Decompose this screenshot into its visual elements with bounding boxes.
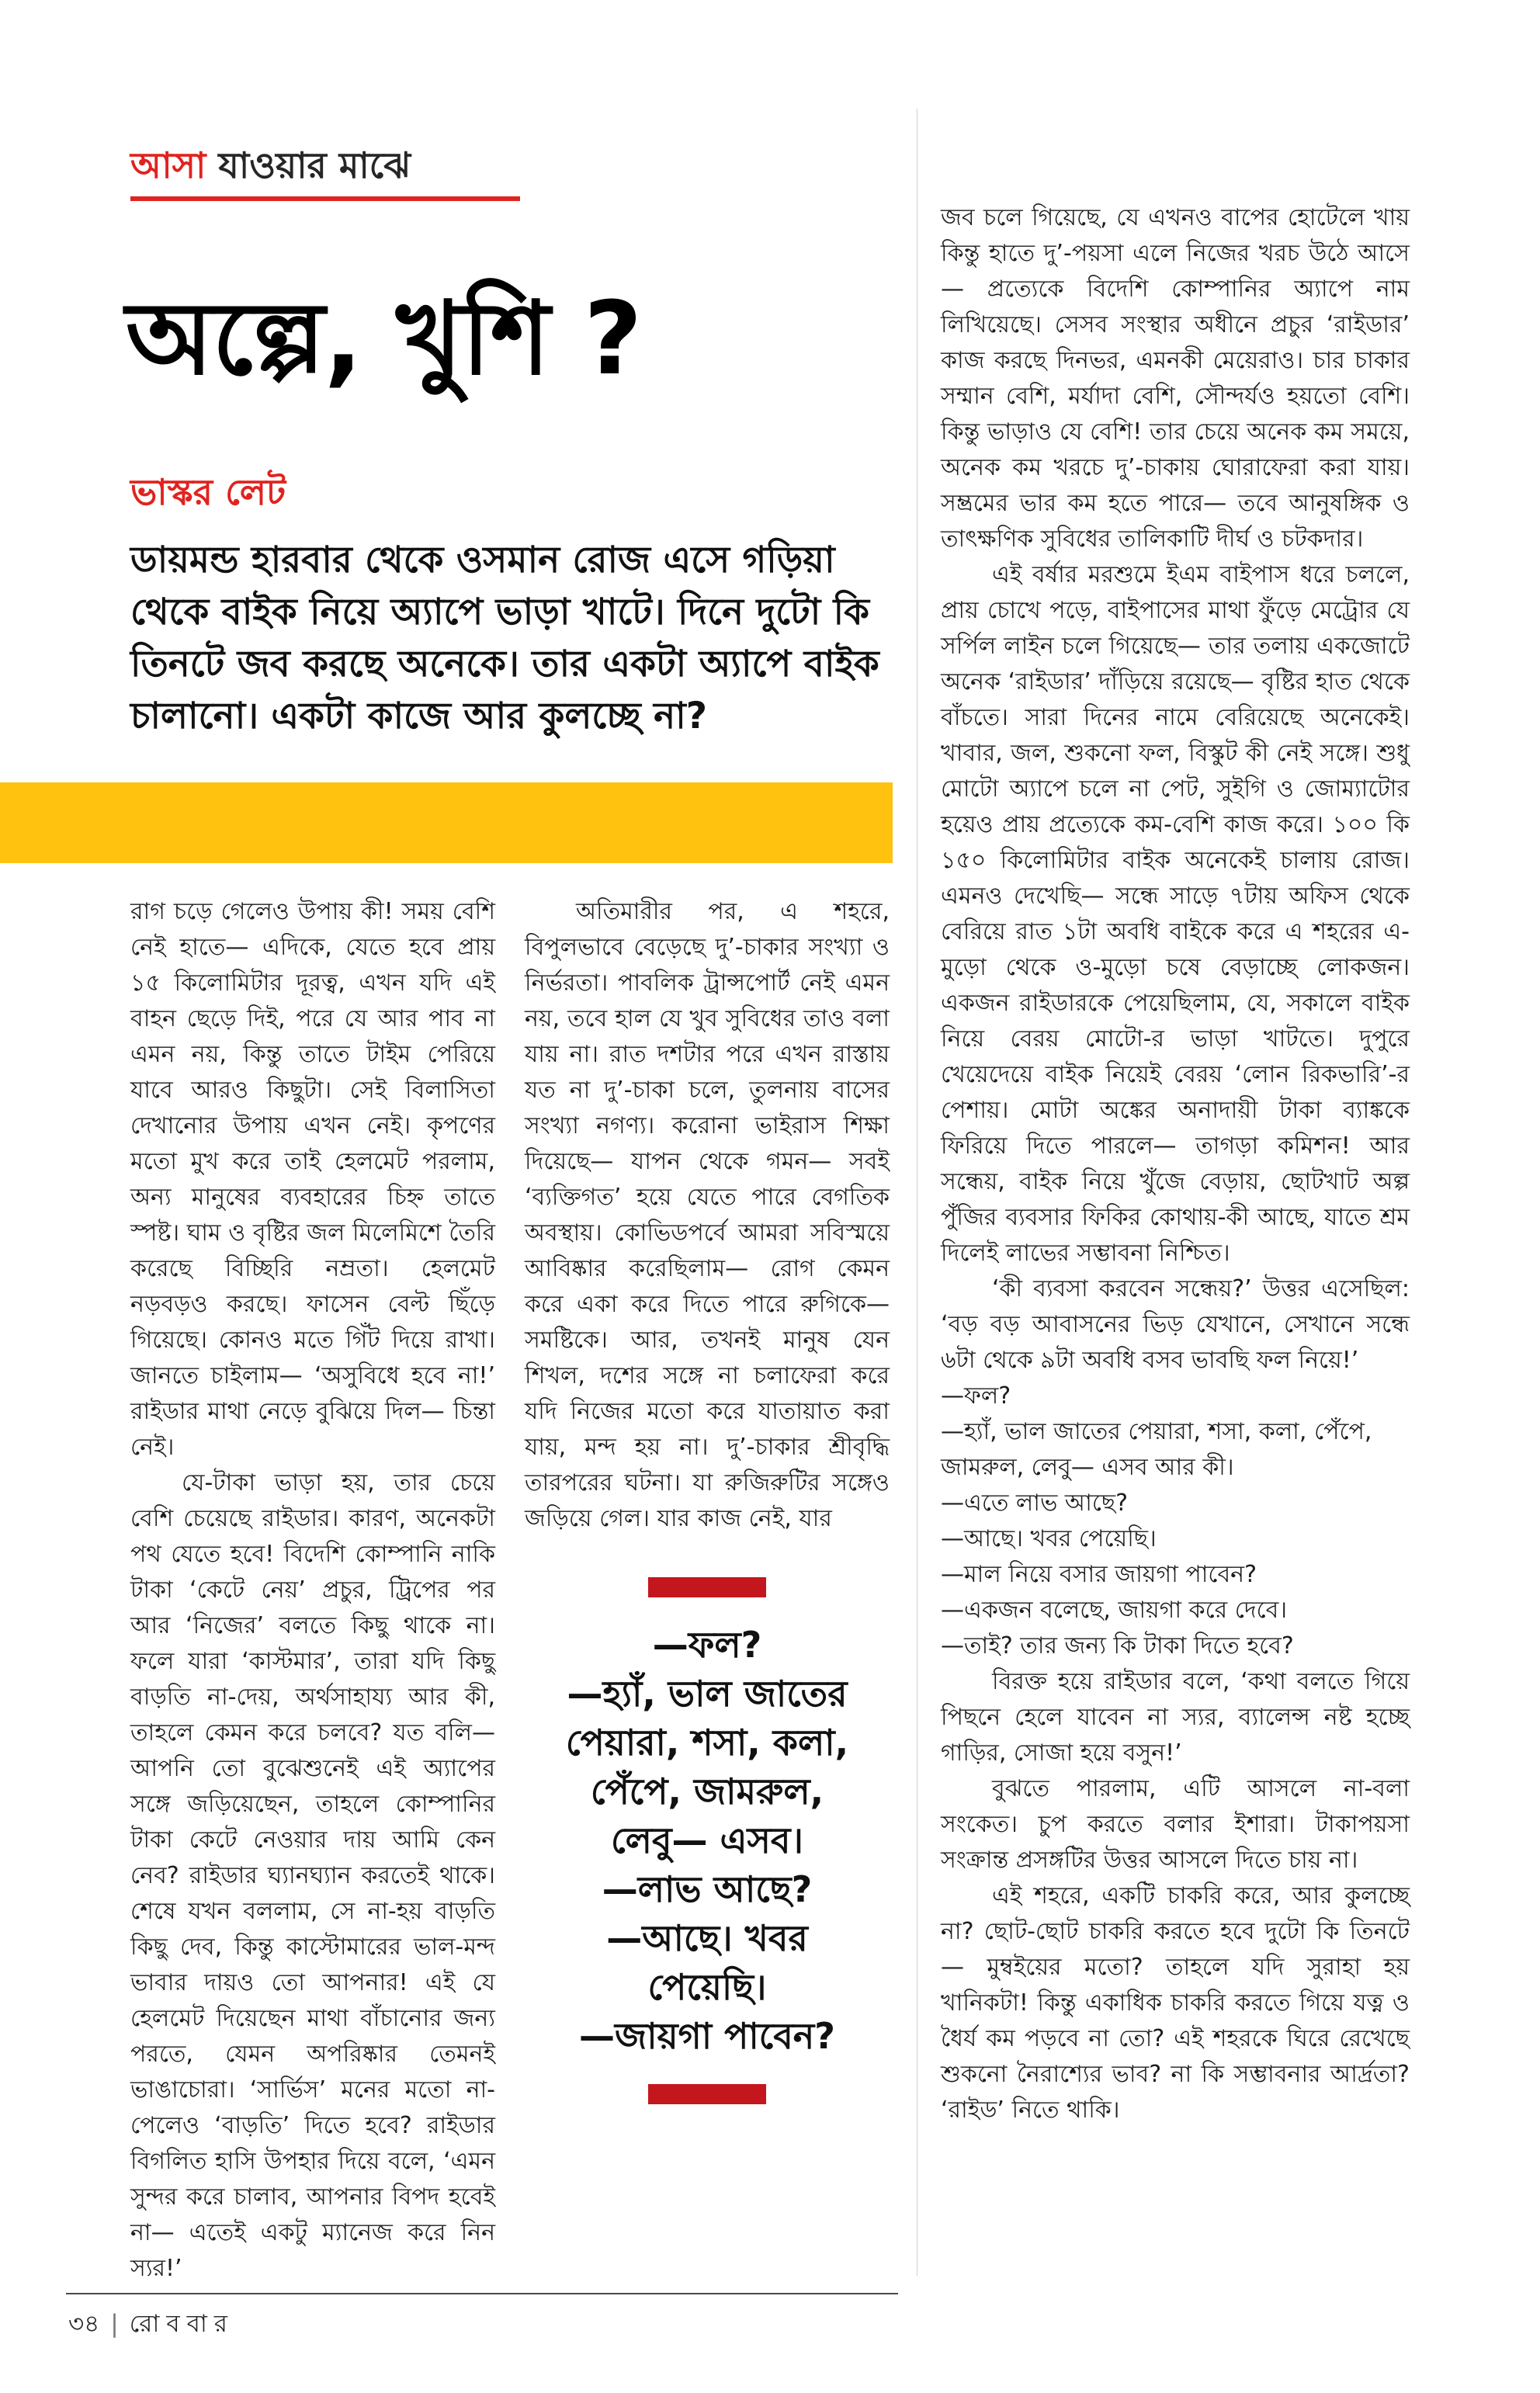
section-masthead — [130, 144, 520, 201]
pullquote-box — [525, 1577, 890, 2104]
body-paragraph: রাগ চড়ে গেলেও উপায় কী! সময় বেশি নেই হাতে— এদিকে, যেতে হবে প্রায় ১৫ কিলোমিটার দূরত্ব, এখন যদি এই বাহন ছেড়ে দিই, পরে যে আর পাব না এমন নয়, কিন্তু তাতে টাইম পেরিয়ে যাবে আরও কিছুটা। সেই বিলাসিতা দেখানোর উপায় এখন নেই। কৃপণের মতো মুখ করে তাই হেলমেট পরলাম, অন্য মানুষের ব্যবহারের চিহ্ন তাতে স্পষ্ট। ঘাম ও বৃষ্টির জল মিলেমিশে তৈরি করেছে বিচ্ছিরি নম্রতা। হেলমেট নড়বড়ও করছে। ফাসেন বেল্ট ছিঁড়ে গিয়েছে। কোনও মতে গিঁট দিয়ে রাখা। জানতে চাইলাম— ‘অসুবিধে হবে না!’ রাইডার মাথা নেড়ে বুঝিয়ে দিল— চিন্তা নেই। — [130, 898, 495, 1461]
footer-separator: | — [110, 2310, 119, 2338]
dialogue-line: —ফল? — [941, 1382, 1011, 1410]
pullquote-line: পেয়েছি। — [647, 1966, 767, 2008]
dialogue-line: —তাই? তার জন্য কি টাকা দিতে হবে? — [941, 1632, 1294, 1659]
section-underline-rule — [130, 196, 520, 201]
dialogue-line: —মাল নিয়ে বসার জায়গা পাবেন? — [941, 1561, 1257, 1588]
footer-rule — [66, 2293, 898, 2294]
pullquote-line: —আছে। খবর — [606, 1917, 808, 1959]
pullquote-line: —ফল? — [652, 1624, 762, 1666]
body-column-2 — [525, 894, 890, 2104]
article-headline: অল্পে, খুশি ? — [126, 279, 642, 397]
pullquote-top-bar — [648, 1577, 766, 1597]
column-3-text-bottom — [941, 1664, 1410, 2128]
body-paragraph: এই বর্ষার মরশুমে ইএম বাইপাস ধরে চললে, প্রায় চোখে পড়ে, বাইপাসের মাথা ফুঁড়ে মেট্রোর যে সর্পিল লাইন চলে গিয়েছে— তার তলায় একজোটে অনেক ‘রাইডার’ দাঁড়িয়ে রয়েছে— বৃষ্টির হাত থেকে বাঁচতে। সারা দিনের নামে বেরিয়েছে অনেকেই। খাবার, জল, শুকনো ফল, বিস্কুট কী নেই সঙ্গে। শুধু মোটো অ্যাপে চলে না পেট, সুইগি ও জোম্যাটোর হয়েও প্রায় প্রত্যেকে কম-বেশি কাজ করে। ১০০ কি ১৫০ কিলোমিটার বাইক অনেকেই চালায় রোজ। এমনও দেখেছি— সন্ধে সাড়ে ৭টায় অফিস থেকে বেরিয়ে রাত ১টা অবধি বাইকে করে এ শহরের এ-মুড়ো থেকে ও-মুড়ো চষে বেড়াচ্ছে লোকজন। একজন রাইডারকে পেয়েছিলাম, যে, সকালে বাইক নিয়ে বেরয় মোটো-র ভাড়া খাটতে। দুপুরে খেয়েদেয়ে বাইক নিয়েই বেরয় ‘লোন রিকভারি’-র পেশায়। মোটা অঙ্কের অনাদায়ী টাকা ব্যাঙ্ককে ফিরিয়ে দিতে পারলে— তাগড়া কমিশন! আর সন্ধেয়, বাইক নিয়ে খুঁজে বেড়ায়, ছোটখাট অল্প পুঁজির ব্যবসার ফিকির কোথায়-কী আছে, যাতে শ্রম দিলেই লাভের সম্ভাবনা নিশ্চিত। — [941, 561, 1410, 1267]
pullquote-line: —জায়গা পাবেন? — [579, 2015, 835, 2057]
dialogue-line: —একজন বলেছে, জায়গা করে দেবে। — [941, 1597, 1288, 1624]
body-paragraph: ‘কী ব্যবসা করবেন সন্ধেয়?’ উত্তর এসেছিল: ‘বড় বড় আবাসনের ভিড় যেখানে, সেখানে সন্ধে ৬টা থেকে ৯টা অবধি বসব ভাবছি ফল নিয়ে!’ — [941, 1275, 1410, 1374]
column-3-text-top — [941, 200, 1410, 1379]
body-paragraph: বিরক্ত হয়ে রাইডার বলে, ‘কথা বলতে গিয়ে পিছনে হেলে যাবেন না স্যর, ব্যালেন্স নষ্ট হচ্ছে গাড়ির, সোজা হয়ে বসুন!’ — [941, 1668, 1410, 1767]
magazine-title: রোববার — [129, 2310, 234, 2338]
body-paragraph: যে-টাকা ভাড়া হয়, তার চেয়ে বেশি চেয়েছে রাইডার। কারণ, অনেকটা পথ যেতে হবে! বিদেশি কোম্পানি নাকি টাকা ‘কেটে নেয়’ প্রচুর, ট্রিপের পর আর ‘নিজের’ বলতে কিছু থাকে না। ফলে যারা ‘কাস্টমার’, তারা যদি কিছু বাড়তি না-দেয়, অর্থসাহায্য আর কী, তাহলে কেমন করে চলবে? যত বলি— আপনি তো বুঝেশুনেই এই অ্যাপের সঙ্গে জড়িয়েছেন, তাহলে কোম্পানির টাকা কেটে নেওয়ার দায় আমি কেন নেব? রাইডার ঘ্যানঘ্যান করতেই থাকে। শেষে যখন বললাম, সে না-হয় বাড়তি কিছু দেব, কিন্তু কাস্টোমারের ভাল-মন্দ ভাবার দায়ও তো আপনার! এই যে হেলমেট দিয়েছেন মাথা বাঁচানোর জন্য পরতে, যেমন অপরিষ্কার তেমনই ভাঙাচোরা। ‘সার্ভিস’ মনের মতো না-পেলেও ‘বাড়তি’ দিতে হবে? রাইডার বিগলিত হাসি উপহার দিয়ে বলে, ‘এমন সুন্দর করে চালাব, আপনার বিপদ হবেই না— এতেই একটু ম্যানেজ করে নিন স্যর!’ — [130, 1469, 495, 2282]
page-footer — [68, 2305, 234, 2346]
pullquote-line: —হ্যাঁ, ভাল জাতের — [567, 1673, 848, 1715]
yellow-highlight-bar — [0, 782, 893, 863]
body-paragraph: জব চলে গিয়েছে, যে এখনও বাপের হোটেলে খায় কিন্তু হাতে দু’-পয়সা এলে নিজের খরচ উঠে আসে— প্রত্যেকে বিদেশি কোম্পানির অ্যাপে নাম লিখিয়েছে। সেসব সংস্থার অধীনে প্রচুর ‘রাইডার’ কাজ করছে দিনভর, এমনকী মেয়েরাও। চার চাকার সম্মান বেশি, মর্যাদা বেশি, সৌন্দর্যও হয়তো বেশি। কিন্তু ভাড়াও যে বেশি! তার চেয়ে অনেক কম সময়ে, অনেক কম খরচে দু’-চাকায় ঘোরাফেরা করা যায়। সম্ভ্রমের ভার কম হতে পারে— তবে আনুষঙ্গিক ও তাৎক্ষণিক সুবিধের তালিকাটি দীর্ঘ ও চটকদার। — [941, 204, 1410, 553]
body-paragraph: এই শহরে, একটি চাকরি করে, আর কুলচ্ছে না? ছোট-ছোট চাকরি করতে হবে দুটো কি তিনটে— মুম্বইয়ের মতো? তাহলে যদি সুরাহা হয় খানিকটা! কিন্তু একাধিক চাকরি করতে গিয়ে যত্ন ও ধৈর্য কম পড়বে না তো? এই শহরকে ঘিরে রেখেছে শুকনো নৈরাশ্যের ভাব? না কি সম্ভাবনার আর্দ্রতা? ‘রাইড’ নিতে থাকি। — [941, 1882, 1410, 2124]
article-lede: ডায়মন্ড হারবার থেকে ওসমান রোজ এসে গড়িয়া থেকে বাইক নিয়ে অ্যাপে ভাড়া খাটে। দিনে দুটো কি তিনটে জব করছে অনেকে। তার একটা অ্যাপে বাইক চালানো। একটা কাজে আর কুলচ্ছে না? — [130, 539, 879, 737]
body-paragraph: অতিমারীর পর, এ শহরে, বিপুলভাবে বেড়েছে দু’-চাকার সংখ্যা ও নির্ভরতা। পাবলিক ট্রান্সপোর্ট নেই এমন নয়, তবে হাল যে খুব সুবিধের তাও বলা যায় না। রাত দশটার পরে এখন রাস্তায় যত না দু’-চাকা চলে, তুলনায় বাসের সংখ্যা নগণ্য। করোনা ভাইরাস শিক্ষা দিয়েছে— যাপন থেকে গমন— সবই ‘ব্যক্তিগত’ হয়ে যেতে পারে বেগতিক অবস্থায়। কোভিডপর্বে আমরা সবিস্ময়ে আবিষ্কার করেছিলাম— রোগ কেমন করে একা করে দিতে পারে রুগিকে— সমষ্টিকে। আর, তখনই মানুষ যেন শিখল, দশের সঙ্গে না চলাফেরা করে যদি নিজের মতো করে যাতায়াত করা যায়, মন্দ হয় না। দু’-চাকার শ্রীবৃদ্ধি তারপরের ঘটনা। যা রুজিরুটির সঙ্গেও জড়িয়ে গেল। যার কাজ নেই, যার — [525, 898, 890, 1532]
pullquote-bottom-bar — [648, 2084, 766, 2104]
section-title — [130, 144, 520, 187]
page-number: ৩৪ — [68, 2310, 100, 2338]
column-2-text — [525, 894, 890, 1537]
pullquote-line: লেবু— এসব। — [611, 1819, 803, 1861]
body-paragraph: বুঝতে পারলাম, এটি আসলে না-বলা সংকেত। চুপ করতে বলার ইশারা। টাকাপয়সা সংক্রান্ত প্রসঙ্গটির উত্তর আসলে দিতে চায় না। — [941, 1775, 1410, 1874]
body-column-1 — [130, 894, 495, 2287]
section-title-rest: যাওয়ার মাঝে — [206, 144, 411, 186]
pullquote-line: পেয়ারা, শসা, কলা, — [565, 1722, 849, 1764]
body-column-3 — [941, 200, 1410, 2128]
pullquote-line: পেঁপে, জামরুল, — [590, 1770, 824, 1812]
article-author: ভাস্কর লেট — [130, 471, 286, 513]
dialogue-line: —হ্যাঁ, ভাল জাতের পেয়ারা, শসা, কলা, পেঁপে, জামরুল, লেবু— এসব আর কী। — [941, 1418, 1372, 1481]
dialogue-line: —এতে লাভ আছে? — [941, 1490, 1129, 1517]
pullquote-line: —লাভ আছে? — [602, 1868, 813, 1910]
column-3-dialogue — [941, 1379, 1410, 1664]
dialogue-line: —আছে। খবর পেয়েছি। — [941, 1525, 1157, 1552]
section-title-accent: আসা — [130, 144, 206, 186]
pullquote-lines — [525, 1621, 890, 2061]
